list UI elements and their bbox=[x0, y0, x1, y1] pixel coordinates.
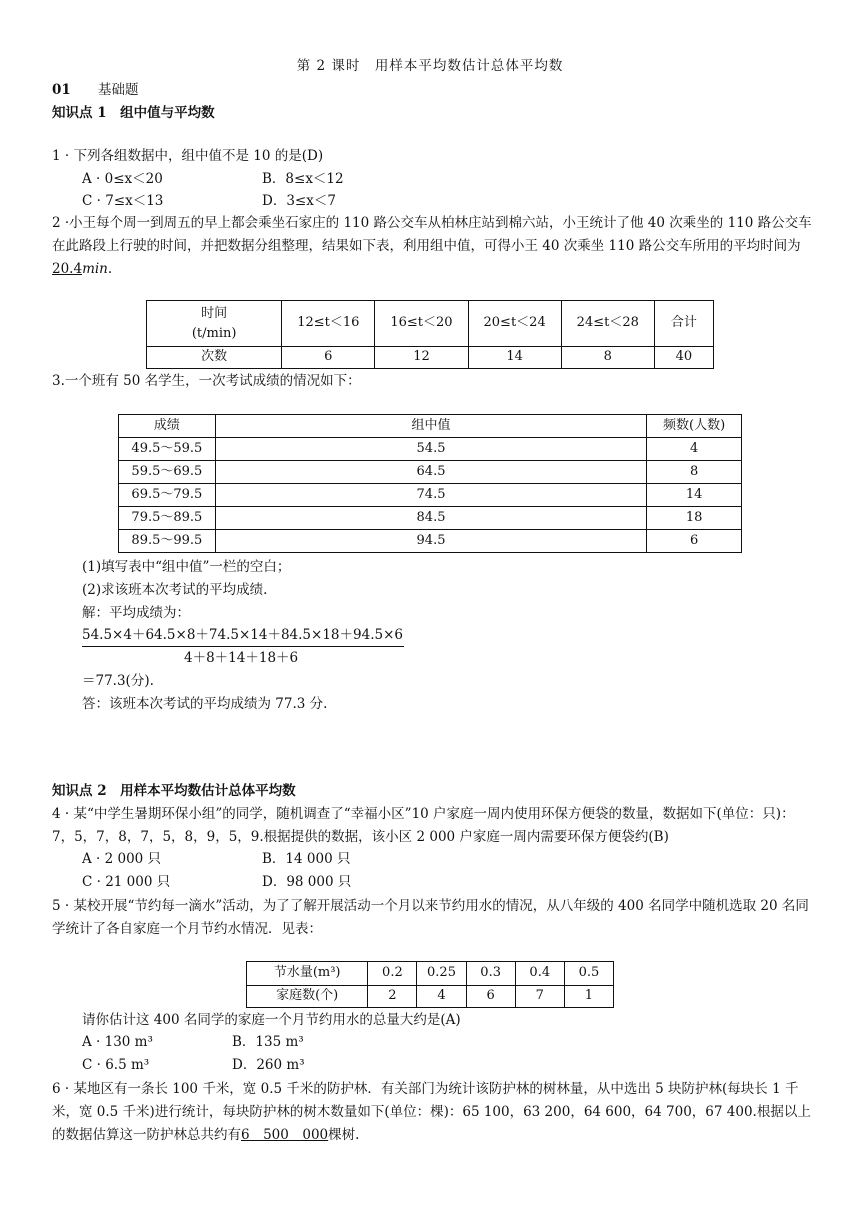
page-title: 第 2 课时 用样本平均数估计总体平均数 bbox=[296, 58, 564, 74]
q3-frequency: 14 bbox=[647, 484, 742, 507]
q1-option-d: D．3≤x＜7 bbox=[262, 193, 336, 209]
table-row bbox=[119, 438, 742, 461]
table-row bbox=[119, 507, 742, 530]
q3-fraction-denominator: 4＋8＋14＋18＋6 bbox=[184, 650, 299, 666]
q5-header-family: 家庭数(个) bbox=[247, 986, 368, 1008]
q5-option-c: C · 6.5 m³ bbox=[82, 1057, 150, 1073]
q3-table bbox=[118, 414, 742, 553]
q5-option-d: D．260 m³ bbox=[232, 1057, 305, 1073]
q2-period: . bbox=[107, 261, 113, 277]
q3-header-frequency: 频数(人数) bbox=[647, 415, 742, 438]
q2-col-1: 12≤t＜16 bbox=[282, 301, 375, 347]
q2-count-2: 12 bbox=[375, 347, 468, 369]
q6-tail: 棵树. bbox=[328, 1127, 360, 1143]
q5-water-4: 0.4 bbox=[515, 962, 564, 986]
q4-stem: 4 · 某“中学生暑期环保小组”的同学，随机调查了“幸福小区”10 户家庭一周内使用环保方便袋的数量，数据如下(单位：只)：7，5，7，8，7，5，8，9，5，9.根据提供的数据，该小区 2 000 户家庭一周内需要环保方便袋约(B) bbox=[52, 806, 795, 845]
q3-frequency: 8 bbox=[647, 461, 742, 484]
q3-frequency: 4 bbox=[647, 438, 742, 461]
q5-family-3: 6 bbox=[466, 986, 515, 1008]
q3-header-midpoint: 组中值 bbox=[215, 415, 647, 438]
q2-header-time-unit: (t/min) bbox=[191, 325, 237, 341]
q5-water-2: 0.25 bbox=[417, 962, 466, 986]
q3-solution-label: 解：平均成绩为： bbox=[82, 605, 190, 621]
q2-header-time bbox=[147, 301, 282, 347]
q3-midpoint: 54.5 bbox=[215, 438, 647, 461]
q2-col-2: 16≤t＜20 bbox=[375, 301, 468, 347]
q2-row-label: 次数 bbox=[147, 347, 282, 369]
q6-text: 6 · 某地区有一条长 100 千米，宽 0.5 千米的防护林．有关部门为统计该防护林的树林量，从中选出 5 块防护林(每块长 1 千米，宽 0.5 千米)进行统计，每块防护林的树木数量如下(单位：棵)：65 100，63 200，64 600，64 700，67 400.根据以上的数据估算这一防护林总共约有 bbox=[52, 1081, 811, 1143]
q1-stem: 1 · 下列各组数据中，组中值不是 10 的是(D) bbox=[52, 148, 324, 164]
q3-midpoint: 84.5 bbox=[215, 507, 647, 530]
section-number: 01 bbox=[52, 82, 71, 98]
q1-option-a: A · 0≤x＜20 bbox=[82, 171, 163, 187]
q5-family-2: 4 bbox=[417, 986, 466, 1008]
q3-score: 49.5～59.5 bbox=[119, 438, 216, 461]
q3-score: 79.5～89.5 bbox=[119, 507, 216, 530]
table-row bbox=[119, 484, 742, 507]
table-row bbox=[119, 530, 742, 553]
knowledge-point-2: 知识点 2 用样本平均数估计总体平均数 bbox=[52, 783, 296, 799]
q5-header-water: 节水量(m³) bbox=[247, 962, 368, 986]
q3-midpoint: 64.5 bbox=[215, 461, 647, 484]
q5-option-b: B．135 m³ bbox=[232, 1034, 304, 1050]
q3-sub2: (2)求该班本次考试的平均成绩. bbox=[82, 582, 268, 598]
q3-header-score: 成绩 bbox=[119, 415, 216, 438]
q3-sub1: (1)填写表中“组中值”一栏的空白； bbox=[82, 559, 291, 575]
q2-col-3: 20≤t＜24 bbox=[468, 301, 561, 347]
q2-col-total: 合计 bbox=[654, 301, 713, 347]
fraction-bar bbox=[82, 646, 404, 647]
q5-water-5: 0.5 bbox=[564, 962, 613, 986]
q4-option-a: A · 2 000 只 bbox=[82, 851, 162, 867]
table-row bbox=[119, 461, 742, 484]
q6-stem bbox=[52, 1078, 812, 1147]
q2-count-total: 40 bbox=[654, 347, 713, 369]
q2-count-3: 14 bbox=[468, 347, 561, 369]
q3-result: ＝77.3(分). bbox=[82, 673, 154, 689]
q5-family-5: 1 bbox=[564, 986, 613, 1008]
q2-table bbox=[146, 300, 714, 369]
q5-ask: 请你估计这 400 名同学的家庭一个月节约用水的总量大约是(A) bbox=[82, 1012, 461, 1028]
q3-fraction-numerator: 54.5×4＋64.5×8＋74.5×14＋84.5×18＋94.5×6 bbox=[82, 627, 403, 643]
q2-col-4: 24≤t＜28 bbox=[561, 301, 654, 347]
knowledge-point-1: 知识点 1 组中值与平均数 bbox=[52, 105, 215, 121]
q5-family-1: 2 bbox=[368, 986, 417, 1008]
q2-answer: 20.4 bbox=[52, 261, 83, 277]
q2-count-1: 6 bbox=[282, 347, 375, 369]
q4-option-c: C · 21 000 只 bbox=[82, 874, 171, 890]
q6-answer: 6 500 000 bbox=[241, 1127, 329, 1143]
section-label: 基础题 bbox=[98, 82, 139, 98]
q4-option-d: D．98 000 只 bbox=[262, 874, 352, 890]
q3-frequency: 6 bbox=[647, 530, 742, 553]
q3-stem: 3.一个班有 50 名学生，一次考试成绩的情况如下： bbox=[52, 373, 361, 389]
q3-score: 59.5～69.5 bbox=[119, 461, 216, 484]
q1-option-b: B．8≤x＜12 bbox=[262, 171, 344, 187]
q5-stem: 5 · 某校开展“节约每一滴水”活动，为了了解开展活动一个月以来节约用水的情况，从八年级的 400 名同学中随机选取 20 名同学统计了各自家庭一个月节约水情况．见表： bbox=[52, 898, 809, 937]
q2-header-time-label: 时间 bbox=[201, 305, 228, 321]
q5-water-3: 0.3 bbox=[466, 962, 515, 986]
q5-option-a: A · 130 m³ bbox=[82, 1034, 153, 1050]
q2-stem bbox=[52, 212, 812, 281]
q2-count-4: 8 bbox=[561, 347, 654, 369]
q2-unit: min bbox=[82, 261, 108, 277]
q5-table bbox=[246, 961, 614, 1008]
q5-family-4: 7 bbox=[515, 986, 564, 1008]
q3-midpoint: 94.5 bbox=[215, 530, 647, 553]
q3-score: 89.5～99.5 bbox=[119, 530, 216, 553]
q3-score: 69.5～79.5 bbox=[119, 484, 216, 507]
q3-midpoint: 74.5 bbox=[215, 484, 647, 507]
q2-text: 2 ·小王每个周一到周五的早上都会乘坐石家庄的 110 路公交车从柏林庄站到棉六站，小王统计了他 40 次乘坐的 110 路公交车在此路段上行驶的时间，并把数据分组整理，结果如下表，利用组中值，可得小王 40 次乘坐 110 路公交车所用的平均时间为 bbox=[52, 215, 812, 254]
q3-frequency: 18 bbox=[647, 507, 742, 530]
q1-option-c: C · 7≤x＜13 bbox=[82, 193, 164, 209]
q3-answer: 答：该班本次考试的平均成绩为 77.3 分. bbox=[82, 696, 328, 712]
q5-water-1: 0.2 bbox=[368, 962, 417, 986]
q4-option-b: B．14 000 只 bbox=[262, 851, 351, 867]
